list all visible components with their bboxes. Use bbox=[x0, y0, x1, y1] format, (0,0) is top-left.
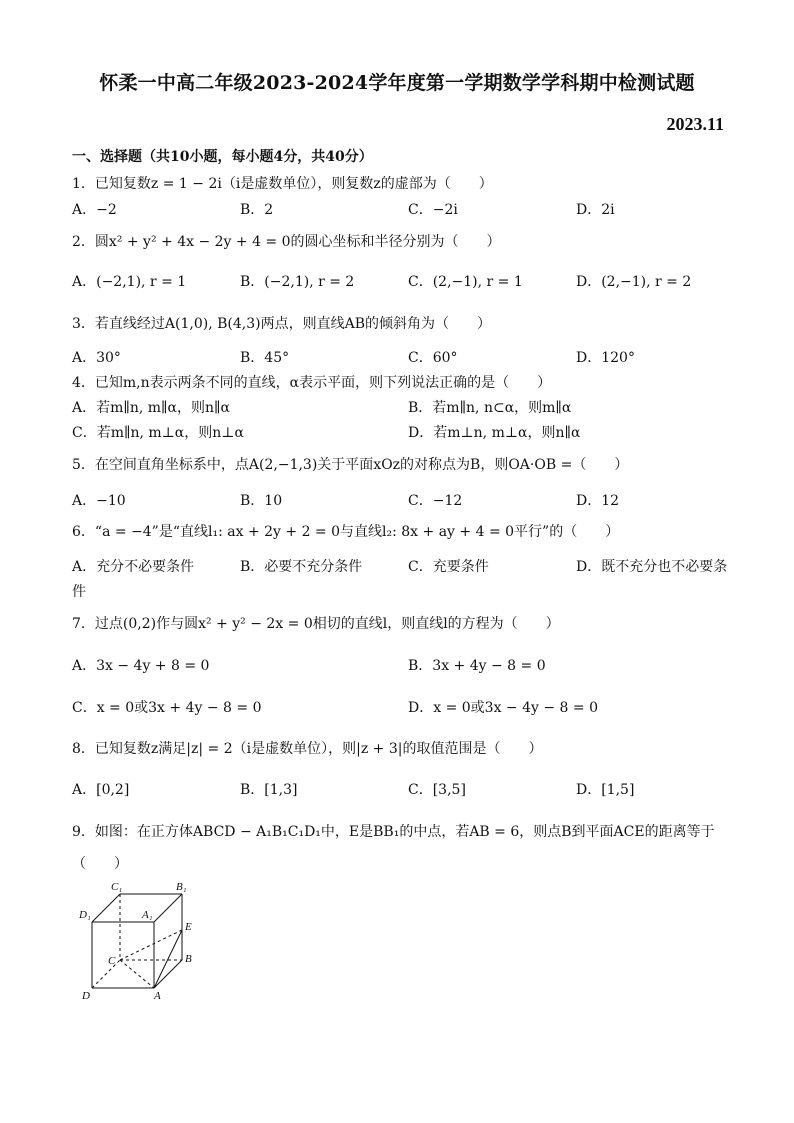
label-b1: B₁ bbox=[176, 881, 187, 893]
label-a1: A₁ bbox=[142, 909, 153, 921]
q1-option-c: C．−2i bbox=[408, 202, 458, 218]
label-d: D bbox=[82, 990, 90, 1002]
question-8-stem: 8．已知复数z满足|z| = 2（i是虚数单位），则|z + 3|的取值范围是（ ） bbox=[72, 741, 543, 757]
q6-option-d: D．既不充分也不必要条 bbox=[576, 559, 728, 575]
question-1-stem: 1．已知复数z = 1 − 2i（i是虚数单位），则复数z的虚部为（ ） bbox=[72, 176, 493, 192]
question-5-stem: 5．在空间直角坐标系中，点A(2,−1,3)关于平面xOz的对称点为B，则OA·OB =（ ） bbox=[72, 457, 629, 473]
exam-title: 怀柔一中高二年级2023-2024学年度第一学期数学学科期中检测试题 bbox=[99, 72, 695, 94]
q7-option-a: A．3x − 4y + 8 = 0 bbox=[72, 658, 210, 674]
q6-option-d-wrap: 件 bbox=[72, 584, 86, 600]
q3-option-b: B．45° bbox=[240, 350, 290, 366]
exam-date: 2023.11 bbox=[666, 114, 724, 134]
q4-option-c: C．若m∥n, m⊥α，则n⊥α bbox=[72, 425, 244, 441]
q8-option-b: B．[1,3] bbox=[240, 782, 298, 798]
q5-option-b: B．10 bbox=[240, 493, 283, 509]
label-e: E bbox=[185, 921, 192, 933]
question-7-stem: 7．过点(0,2)作与圆x² + y² − 2x = 0相切的直线l，则直线l的方程为（ ） bbox=[72, 616, 560, 632]
q1-option-b: B．2 bbox=[240, 202, 274, 218]
q8-option-a: A．[0,2] bbox=[72, 782, 130, 798]
q4-option-b: B．若m∥n, n⊂α，则m∥α bbox=[408, 400, 572, 416]
q4-option-d: D．若m⊥n, m⊥α，则n∥α bbox=[408, 425, 581, 441]
q8-option-d: D．[1,5] bbox=[576, 782, 635, 798]
label-c: C bbox=[108, 955, 116, 967]
q6-option-c: C．充要条件 bbox=[408, 559, 489, 575]
question-9-blank: （ ） bbox=[72, 856, 128, 872]
label-a: A bbox=[154, 990, 161, 1002]
q6-option-a: A．充分不必要条件 bbox=[72, 559, 195, 575]
question-9-stem: 9．如图：在正方体ABCD − A₁B₁C₁D₁中，E是BB₁的中点，若AB = 6，则点B到平面ACE的距离等于 bbox=[72, 824, 715, 840]
q3-option-a: A．30° bbox=[72, 350, 121, 366]
q5-option-c: C．−12 bbox=[408, 493, 463, 509]
label-b: B bbox=[185, 953, 192, 965]
label-c1: C₁ bbox=[111, 881, 123, 893]
q5-option-a: A．−10 bbox=[72, 493, 126, 509]
q5-option-d: D．12 bbox=[576, 493, 620, 509]
q6-option-b: B．必要不充分条件 bbox=[240, 559, 363, 575]
q2-option-a: A．(−2,1), r = 1 bbox=[72, 274, 187, 290]
q7-option-d: D．x = 0或3x − 4y − 8 = 0 bbox=[408, 700, 598, 716]
q3-option-d: D．120° bbox=[576, 350, 635, 366]
q2-option-b: B．(−2,1), r = 2 bbox=[240, 274, 355, 290]
question-4-stem: 4．已知m,n表示两条不同的直线，α表示平面，则下列说法正确的是（ ） bbox=[72, 375, 552, 391]
q2-option-d: D．(2,−1), r = 2 bbox=[576, 274, 692, 290]
question-3-stem: 3．若直线经过A(1,0), B(4,3)两点，则直线AB的倾斜角为（ ） bbox=[72, 316, 491, 332]
q7-option-c: C．x = 0或3x + 4y − 8 = 0 bbox=[72, 700, 262, 716]
question-6-stem: 6．“a = −4”是“直线l₁: ax + 2y + 2 = 0与直线l₂: 8x + ay + 4 = 0平行”的（ ） bbox=[72, 524, 620, 540]
q8-option-c: C．[3,5] bbox=[408, 782, 466, 798]
q1-option-a: A．−2 bbox=[72, 202, 117, 218]
q4-option-a: A．若m∥n, m∥α，则n∥α bbox=[72, 400, 230, 416]
question-2-stem: 2．圆x² + y² + 4x − 2y + 4 = 0的圆心坐标和半径分别为（ ） bbox=[72, 234, 501, 250]
cube-figure bbox=[78, 878, 208, 1003]
q7-option-b: B．3x + 4y − 8 = 0 bbox=[408, 658, 546, 674]
q2-option-c: C．(2,−1), r = 1 bbox=[408, 274, 523, 290]
q3-option-c: C．60° bbox=[408, 350, 458, 366]
q1-option-d: D．2i bbox=[576, 202, 615, 218]
section-heading: 一、选择题（共10小题，每小题4分，共40分） bbox=[72, 149, 373, 165]
label-d1: D₁ bbox=[79, 909, 91, 921]
